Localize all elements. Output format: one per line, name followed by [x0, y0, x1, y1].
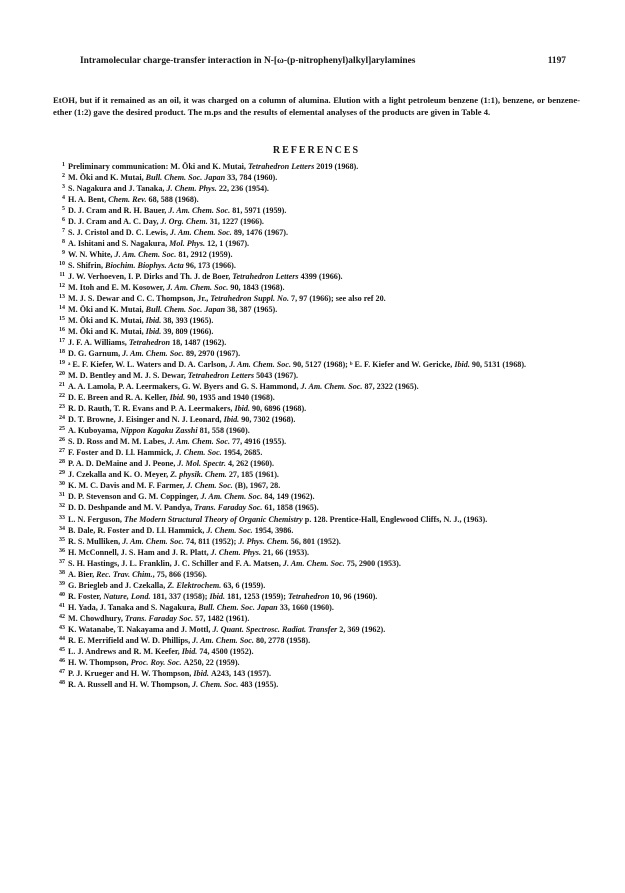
reference-text: D. J. Cram and R. H. Bauer, J. Am. Chem. Soc. 81, 5971 (1959).: [68, 206, 287, 216]
reference-text: D. G. Garnum, J. Am. Chem. Soc. 89, 2970 (1967).: [68, 349, 241, 359]
reference-text: R. D. Rauth, T. R. Evans and P. A. Leermakers, Ibid. 90, 6896 (1968).: [68, 404, 307, 414]
reference-number: 31: [59, 492, 65, 499]
reference-text: M. Ōki and K. Mutai, Bull. Chem. Soc. Japan 38, 387 (1965).: [68, 305, 278, 315]
reference-item: [53, 569, 580, 580]
reference-item: [53, 668, 580, 679]
reference-number: 37: [59, 558, 65, 565]
reference-number: 36: [59, 547, 65, 554]
reference-text: M. Itoh and E. M. Kosower, J. Am. Chem. Soc. 90, 1843 (1968).: [68, 283, 285, 293]
reference-text: S. Shifrin, Biochim. Biophys. Acta 96, 173 (1966).: [68, 261, 236, 271]
reference-number: 17: [59, 338, 65, 345]
reference-item: [53, 260, 580, 271]
reference-text: S. Nagakura and J. Tanaka, J. Chem. Phys. 22, 236 (1954).: [68, 184, 269, 194]
reference-text: M. Ōki and K. Mutai, Ibid. 38, 393 (1965).: [68, 316, 214, 326]
reference-number: 13: [59, 294, 65, 301]
reference-text: A. A. Lamola, P. A. Leermakers, G. W. Byers and G. S. Hammond, J. Am. Chem. Soc. 87, 2322 (1965).: [68, 382, 419, 392]
reference-text: L. J. Andrews and R. M. Keefer, Ibid. 74, 4500 (1952).: [68, 646, 254, 656]
reference-text: D. E. Breen and R. A. Keller, Ibid. 90, 1935 and 1940 (1968).: [68, 393, 275, 403]
reference-number: 47: [59, 668, 65, 675]
reference-number: 39: [59, 580, 65, 587]
reference-number: 3: [62, 184, 65, 191]
reference-text: D. P. Stevenson and G. M. Coppinger, J. Am. Chem. Soc. 84, 149 (1962).: [68, 492, 315, 502]
reference-item: [53, 657, 580, 668]
reference-text: M. D. Bentley and M. J. S. Dewar, Tetrahedron Letters 5043 (1967).: [68, 371, 299, 381]
reference-number: 46: [59, 657, 65, 664]
reference-number: 33: [59, 514, 65, 521]
reference-item: [53, 194, 580, 205]
reference-number: 42: [59, 613, 65, 620]
reference-text: D. T. Browne, J. Eisinger and N. J. Leonard, Ibid. 90, 7302 (1968).: [68, 415, 296, 425]
reference-number: 2: [62, 173, 65, 180]
reference-number: 12: [59, 283, 65, 290]
reference-number: 44: [59, 635, 65, 642]
running-head: [80, 56, 566, 70]
reference-number: 40: [59, 591, 65, 598]
reference-item: [53, 370, 580, 381]
reference-item: [53, 337, 580, 348]
reference-item: [53, 392, 580, 403]
reference-text: R. S. Mulliken, J. Am. Chem. Soc. 74, 811 (1952); J. Phys. Chem. 56, 801 (1952).: [68, 536, 341, 546]
reference-number: 15: [59, 316, 65, 323]
reference-text: J. Czekalla and K. O. Meyer, Z. physik. Chem. 27, 185 (1961).: [68, 470, 279, 480]
reference-text: M. Chowdhury, Trans. Faraday Soc. 57, 1482 (1961).: [68, 613, 250, 623]
reference-item: [53, 646, 580, 657]
reference-item: [53, 502, 580, 513]
reference-text: M. J. S. Dewar and C. C. Thompson, Jr., Tetrahedron Suppl. No. 7, 97 (1966); see also ref 20.: [68, 294, 386, 304]
reference-number: 18: [59, 349, 65, 356]
reference-item: [53, 183, 580, 194]
reference-item: [53, 624, 580, 635]
reference-text: J. W. Verhoeven, I. P. Dirks and Th. J. de Boer, Tetrahedron Letters 4399 (1966).: [68, 272, 343, 282]
reference-text: A. Kuboyama, Nippon Kagaku Zasshi 81, 558 (1960).: [68, 426, 250, 436]
reference-item: [53, 458, 580, 469]
reference-text: A. Ishitani and S. Nagakura, Mol. Phys. 12, 1 (1967).: [68, 239, 250, 249]
reference-number: 28: [59, 459, 65, 466]
reference-item: [53, 172, 580, 183]
intro-paragraph: EtOH, but if it remained as an oil, it was charged on a column of alumina. Elution with a light petroleum benzene (1:1), benzene, or benzene-ether (1:2) gave the desired product. The m.ps and the results of elemental analyses of the products are given in Table 4.: [53, 94, 580, 118]
reference-item: [53, 602, 580, 613]
reference-text: H. McConnell, J. S. Ham and J. R. Platt, J. Chem. Phys. 21, 66 (1953).: [68, 547, 310, 557]
reference-number: 25: [59, 426, 65, 433]
reference-item: [53, 547, 580, 558]
reference-text: F. Foster and D. Ll. Hammick, J. Chem. Soc. 1954, 2685.: [68, 448, 263, 458]
reference-item: [53, 480, 580, 491]
reference-text: Preliminary communication: M. Ōki and K. Mutai, Tetrahedron Letters 2019 (1968).: [68, 162, 359, 171]
reference-number: 8: [62, 239, 65, 246]
reference-item: [53, 326, 580, 337]
reference-number: 26: [59, 437, 65, 444]
reference-item: [53, 348, 580, 359]
reference-text: R. Foster, Nature, Lond. 181, 337 (1958); Ibid. 181, 1253 (1959); Tetrahedron 10, 96 (1960).: [68, 591, 378, 601]
reference-item: [53, 282, 580, 293]
reference-item: [53, 514, 580, 525]
reference-text: G. Briegleb and J. Czekalla, Z. Elektrochem. 63, 6 (1959).: [68, 580, 266, 590]
reference-text: A. Bier, Rec. Trav. Chim., 75, 866 (1956).: [68, 569, 207, 579]
references-heading: REFERENCES: [272, 145, 361, 156]
reference-item: [53, 249, 580, 260]
reference-text: M. Ōki and K. Mutai, Bull. Chem. Soc. Japan 33, 784 (1960).: [68, 173, 278, 183]
reference-item: [53, 293, 580, 304]
reference-number: 23: [59, 404, 65, 411]
reference-item: [53, 436, 580, 447]
reference-item: [53, 525, 580, 536]
reference-item: [53, 381, 580, 392]
reference-number: 1: [62, 162, 65, 168]
reference-number: 45: [59, 646, 65, 653]
reference-item: [53, 359, 580, 370]
reference-number: 19: [59, 360, 65, 367]
reference-item: [53, 558, 580, 569]
reference-item: [53, 536, 580, 547]
reference-number: 22: [59, 393, 65, 400]
reference-number: 34: [59, 525, 65, 532]
reference-number: 16: [59, 327, 65, 334]
reference-number: 41: [59, 602, 65, 609]
reference-text: S. H. Hastings, J. L. Franklin, J. C. Schiller and F. A. Matsen, J. Am. Chem. Soc. 75, 2900 (1953).: [68, 558, 401, 568]
reference-item: [53, 161, 580, 172]
reference-text: S. D. Ross and M. M. Labes, J. Am. Chem. Soc. 77, 4916 (1955).: [68, 437, 287, 447]
reference-text: P. A. D. DeMaine and J. Peone, J. Mol. Spectr. 4, 262 (1960).: [68, 459, 274, 469]
reference-text: L. N. Ferguson, The Modern Structural Theory of Organic Chemistry p. 128. Prentice-Hall, Englewood Cliffs, N. J., (1963).: [68, 514, 488, 524]
reference-text: H. A. Bent, Chem. Rev. 68, 588 (1968).: [68, 195, 199, 205]
reference-item: [53, 205, 580, 216]
reference-number: 35: [59, 536, 65, 543]
reference-number: 9: [62, 250, 65, 257]
reference-item: [53, 613, 580, 624]
reference-item: [53, 469, 580, 480]
reference-item: [53, 227, 580, 238]
reference-item: [53, 238, 580, 249]
reference-text: R. A. Russell and H. W. Thompson, J. Chem. Soc. 483 (1955).: [68, 679, 279, 689]
reference-number: 21: [59, 382, 65, 389]
reference-item: [53, 304, 580, 315]
reference-text: W. N. White, J. Am. Chem. Soc. 81, 2912 (1959).: [68, 250, 233, 260]
reference-number: 7: [62, 228, 65, 235]
reference-item: [53, 216, 580, 227]
references-list: [53, 161, 580, 690]
reference-item: [53, 635, 580, 646]
reference-item: [53, 580, 580, 591]
reference-number: 10: [59, 261, 65, 268]
reference-number: 6: [62, 217, 65, 224]
reference-text: J. F. A. Williams, Tetrahedron 18, 1487 (1962).: [68, 338, 227, 348]
reference-number: 20: [59, 371, 65, 378]
reference-number: 38: [59, 569, 65, 576]
reference-text: P. J. Krueger and H. W. Thompson, Ibid. A243, 143 (1957).: [68, 668, 272, 678]
reference-number: 14: [59, 305, 65, 312]
reference-item: [53, 403, 580, 414]
reference-item: [53, 591, 580, 602]
reference-number: 32: [59, 503, 65, 510]
reference-item: [53, 425, 580, 436]
reference-number: 11: [59, 272, 65, 279]
reference-text: B. Dale, R. Foster and D. Ll. Hammick, J. Chem. Soc. 1954, 3986.: [68, 525, 294, 535]
reference-text: K. M. C. Davis and M. F. Farmer, J. Chem. Soc. (B), 1967, 28.: [68, 481, 281, 491]
reference-text: D. J. Cram and A. C. Day, J. Org. Chem. 31, 1227 (1966).: [68, 217, 264, 227]
reference-item: [53, 315, 580, 326]
reference-number: 5: [62, 206, 65, 213]
reference-text: D. D. Deshpande and M. V. Pandya, Trans. Faraday Soc. 61, 1858 (1965).: [68, 503, 319, 513]
reference-text: M. Ōki and K. Mutai, Ibid. 39, 809 (1966).: [68, 327, 214, 337]
reference-number: 30: [59, 481, 65, 488]
reference-number: 48: [59, 679, 65, 686]
reference-text: ᵃ E. F. Kiefer, W. L. Waters and D. A. Carlson, J. Am. Chem. Soc. 90, 5127 (1968); ᵇ E. F. Kiefer and W. Gericke, Ibid. 90, 5131 (1968).: [68, 360, 527, 370]
reference-item: [53, 679, 580, 690]
reference-text: R. E. Merrifield and W. D. Phillips, J. Am. Chem. Soc. 80, 2778 (1958).: [68, 635, 311, 645]
reference-text: H. W. Thompson, Proc. Roy. Soc. A250, 22 (1959).: [68, 657, 240, 667]
running-title: Intramolecular charge-transfer interaction in N-[ω-(p-nitrophenyl)alkyl]arylamines: [80, 56, 416, 66]
reference-item: [53, 447, 580, 458]
reference-item: [53, 491, 580, 502]
reference-text: H. Yada, J. Tanaka and S. Nagakura, Bull. Chem. Soc. Japan 33, 1660 (1960).: [68, 602, 334, 612]
reference-item: [53, 414, 580, 425]
reference-number: 29: [59, 470, 65, 477]
reference-number: 27: [59, 448, 65, 455]
reference-text: K. Watanabe, T. Nakayama and J. Mottl, J. Quant. Spectrosc. Radiat. Transfer 2, 369 (1962).: [68, 624, 386, 634]
reference-number: 4: [62, 195, 65, 202]
reference-item: [53, 271, 580, 282]
page-number: 1197: [547, 56, 566, 66]
reference-number: 24: [59, 415, 65, 422]
reference-text: S. J. Cristol and D. C. Lewis, J. Am. Chem. Soc. 89, 1476 (1967).: [68, 228, 289, 238]
reference-number: 43: [59, 624, 65, 631]
